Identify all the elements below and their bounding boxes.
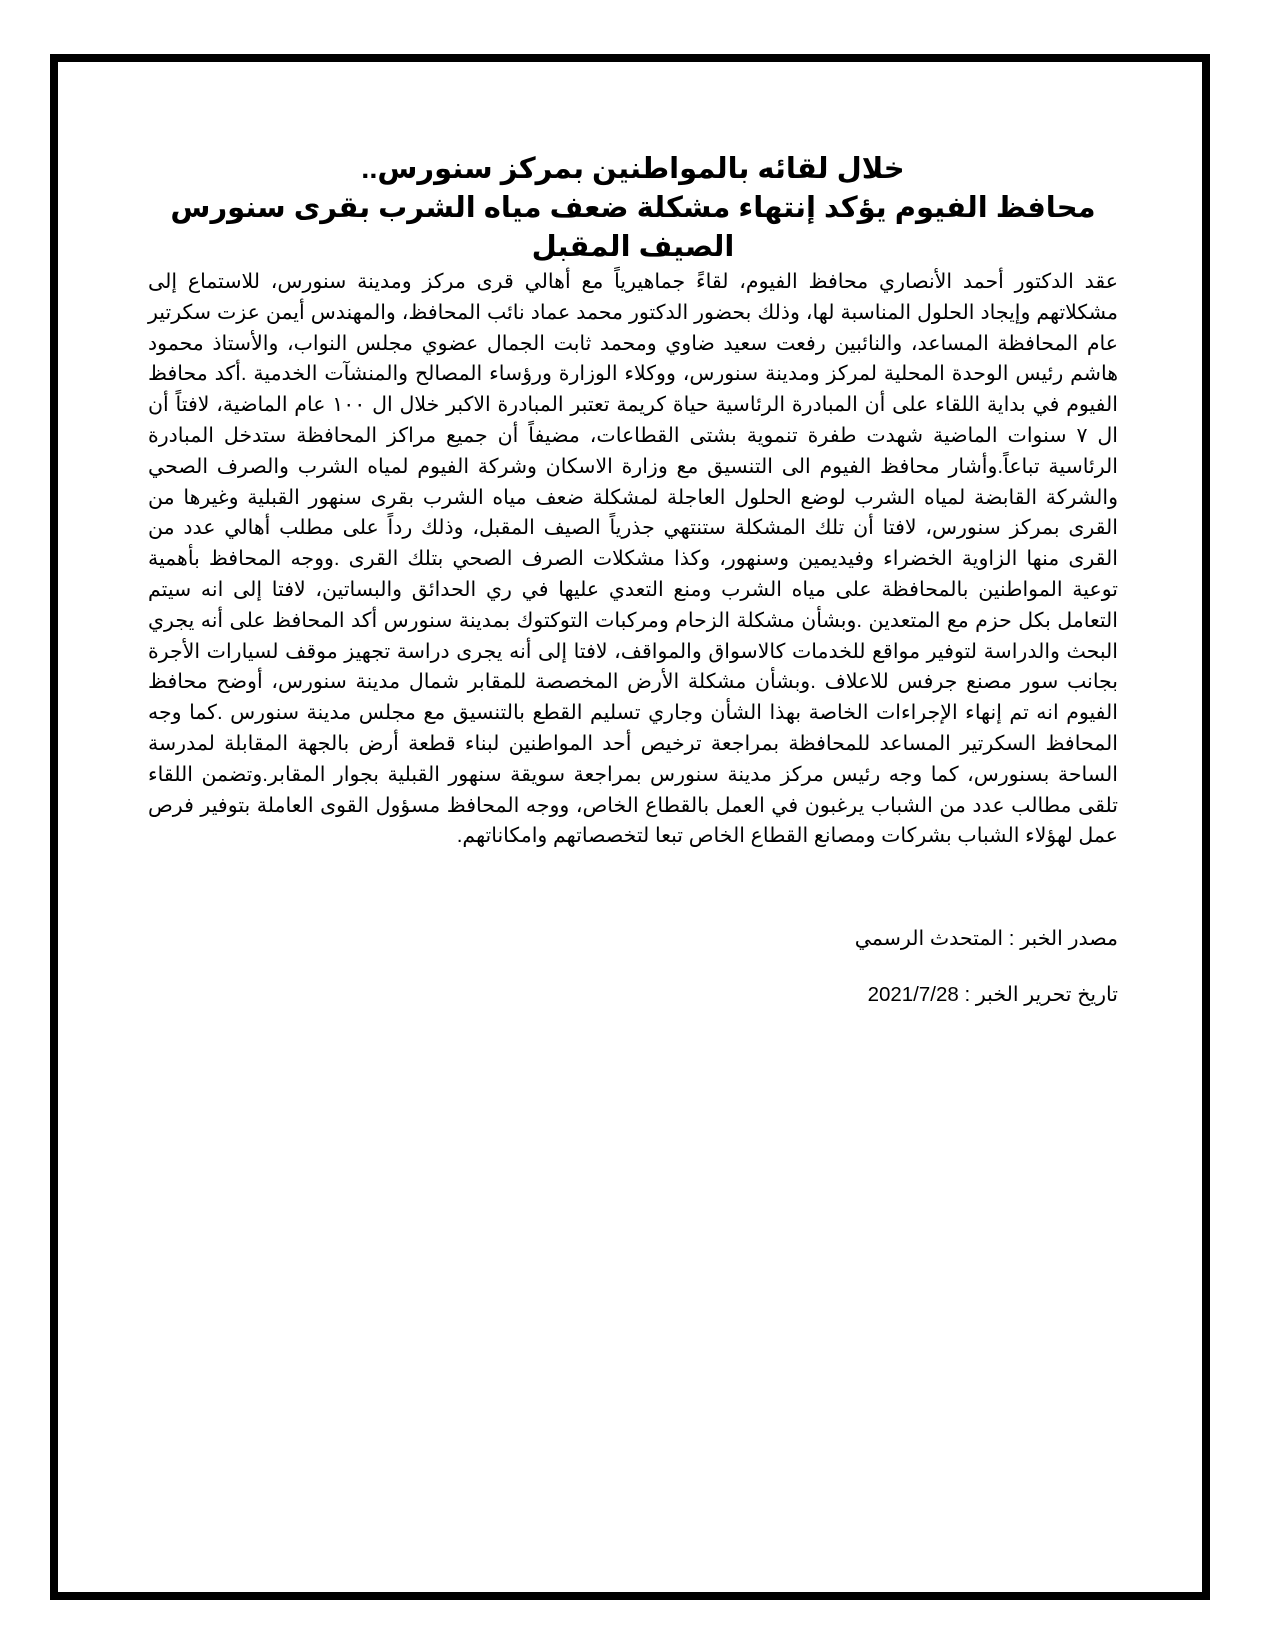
headline-line-1: خلال لقائه بالمواطنين بمركز سنورس.. [361, 153, 905, 185]
article-body: عقد الدكتور أحمد الأنصاري محافظ الفيوم، لقاءً جماهيرياً مع أهالي قرى مركز ومدينة سنورس، للاستماع إلى مشكلاتهم وإيجاد الحلول المناسبة لها، وذلك بحضور الدكتور محمد عماد نائب المحافظ، والمهندس أيمن عزت سكرتير عام المحافظة المساعد، والنائبين رفعت سعيد ضاوي ومحمد ثابت الجمال عضوي مجلس النواب، والأستاذ محمود هاشم رئيس الوحدة المحلية لمركز ومدينة سنورس، ووكلاء الوزارة ورؤساء المصالح والمنشآت الخدمية .أكد محافظ الفيوم في بداية اللقاء على أن المبادرة الرئاسية حياة كريمة تعتبر المبادرة الاكبر خلال ال ١٠٠ عام الماضية، لافتاً أن ال ٧ سنوات الماضية شهدت طفرة تنموية بشتى القطاعات، مضيفاً أن جميع مراكز المحافظة ستدخل المبادرة الرئاسية تباعاً.وأشار محافظ الفيوم الى التنسيق مع وزارة الاسكان وشركة الفيوم لمياه الشرب والصرف الصحي والشركة القابضة لمياه الشرب لوضع الحلول العاجلة لمشكلة ضعف مياه الشرب بقرى سنهور القبلية وغيرها من القرى بمركز سنورس، لافتا أن تلك المشكلة ستنتهي جذرياً الصيف المقبل، وذلك رداً على مطلب أهالي عدد من القرى منها الزاوية الخضراء وفيديمين وسنهور، وكذا مشكلات الصرف الصحي بتلك القرى .ووجه المحافظ بأهمية توعية المواطنين بالمحافظة على مياه الشرب ومنع التعدي عليها في ري الحدائق والبساتين، لافتا إلى انه سيتم التعامل بكل حزم مع المتعدين .وبشأن مشكلة الزحام ومركبات التوكتوك بمدينة سنورس أكد المحافظ على أنه يجري البحث والدراسة لتوفير مواقع للخدمات كالاسواق والمواقف، لافتا إلى أنه يجرى دراسة تجهيز موقف لسيارات الأجرة بجانب سور مصنع جرفس للاعلاف .وبشأن مشكلة الأرض المخصصة للمقابر شمال مدينة سنورس، أوضح محافظ الفيوم انه تم إنهاء الإجراءات الخاصة بهذا الشأن وجاري تسليم القطع بالتنسيق مع مجلس مدينة سنورس .كما وجه المحافظ السكرتير المساعد للمحافظة بمراجعة ترخيص أحد المواطنين لبناء قطعة أرض بالجهة المقابلة لمدرسة الساحة بسنورس، كما وجه رئيس مركز مدينة سنورس بمراجعة سويقة سنهور القبلية بجوار المقابر.وتضمن اللقاء تلقى مطالب عدد من الشباب يرغبون في العمل بالقطاع الخاص، ووجه المحافظ مسؤول القوى العاملة بتوفير فرص عمل لهؤلاء الشباب بشركات ومصانع القطاع الخاص تبعا لتخصصاتهم وامكاناتهم. [148, 270, 1118, 848]
news-source: مصدر الخبر : المتحدث الرسمي [854, 927, 1118, 951]
news-date: تاريخ تحرير الخبر : 2021/7/28 [867, 983, 1118, 1007]
article [148, 150, 1118, 1010]
headline-line-2: محافظ الفيوم يؤكد إنتهاء مشكلة ضعف مياه الشرب بقرى سنورس الصيف المقبل [170, 192, 1096, 263]
headline [148, 150, 1118, 267]
